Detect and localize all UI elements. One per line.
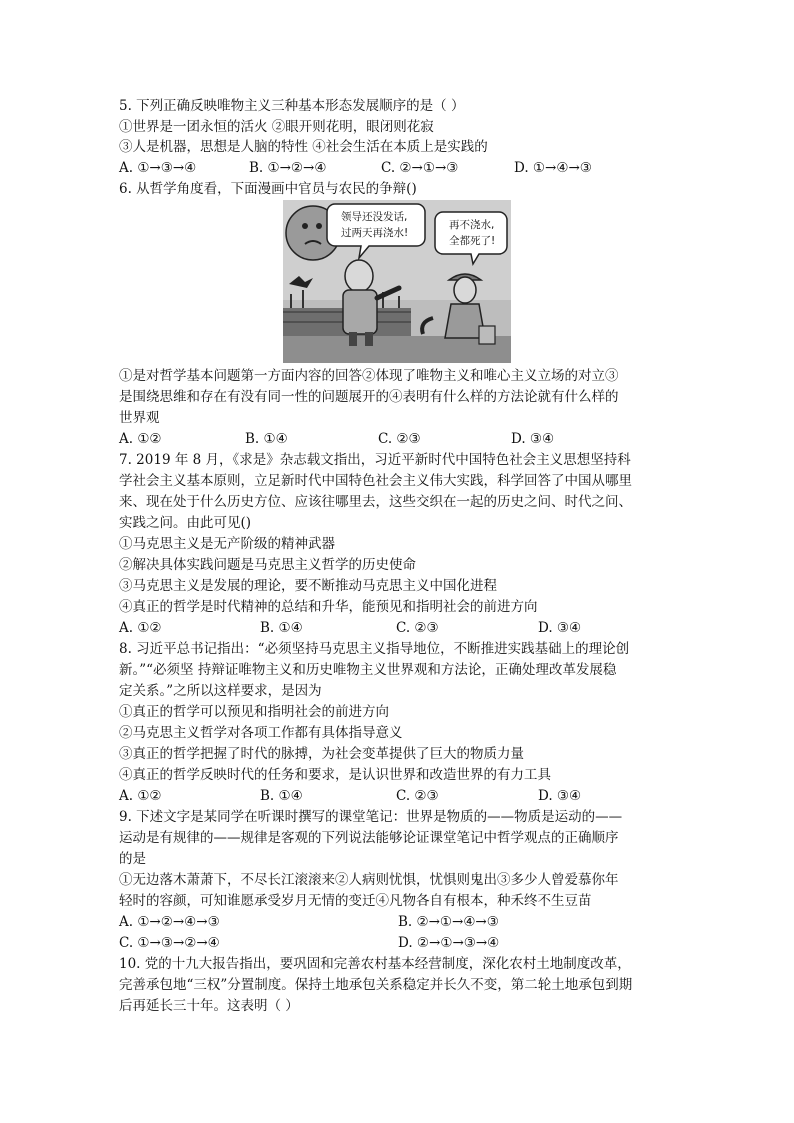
q10-stem-line2: 完善承包地“三权”分置制度。保持土地承包关系稳定并长久不变，第二轮土地承包到期 bbox=[119, 977, 633, 993]
q8-option-c: C. ②③ bbox=[396, 788, 439, 804]
q6-options bbox=[119, 429, 679, 449]
q8-item-1: ①真正的哲学可以预见和指明社会的前进方向 bbox=[119, 704, 389, 720]
q7-stem-line3: 来、现在处于什么历史方位、应该往哪里去，这些交织在一起的历史之问、时代之问、 bbox=[119, 494, 632, 510]
q6-statements-line1: ①是对哲学基本问题第一方面内容的回答②体现了唯物主义和唯心主义立场的对立③ bbox=[119, 368, 619, 384]
q6-option-c: C. ②③ bbox=[378, 431, 421, 447]
farmer-bubble-line2: 全都死了! bbox=[449, 235, 496, 247]
q9-stem-line1: 9. 下述文字是某同学在听课时撰写的课堂笔记：世界是物质的——物质是运动的—— bbox=[119, 809, 623, 825]
q9-stem-line2: 运动是有规律的——规律是客观的下列说法能够论证课堂笔记中哲学观点的正确顺序 bbox=[119, 830, 619, 846]
q8-item-4: ④真正的哲学反映时代的任务和要求，是认识世界和改造世界的有力工具 bbox=[119, 767, 551, 783]
q8-option-d: D. ③④ bbox=[538, 788, 582, 804]
q7-item-4: ④真正的哲学是时代精神的总结和升华，能预见和指明社会的前进方向 bbox=[119, 599, 538, 615]
q8-stem-line3: 定关系。”之所以这样要求，是因为 bbox=[119, 683, 322, 699]
q6-option-d: D. ③④ bbox=[511, 431, 555, 447]
q9-option-b: B. ②→①→④→③ bbox=[398, 914, 499, 930]
q9-options-row1 bbox=[119, 912, 679, 932]
q6-statements-line2: 是围绕思维和存在有没有同一性的问题展开的④表明有什么样的方法论就有什么样的 bbox=[119, 389, 619, 405]
q7-item-2: ②解决具体实践问题是马克思主义哲学的历史使命 bbox=[119, 557, 416, 573]
q8-item-2: ②马克思主义哲学对各项工作都有具体指导意义 bbox=[119, 725, 403, 741]
q5-statements-line1: ①世界是一团永恒的活火 ②眼开则花明，眼闭则花寂 bbox=[119, 119, 434, 135]
q9-option-c: C. ①→③→②→④ bbox=[119, 935, 220, 951]
q6-option-a: A. ①② bbox=[119, 431, 162, 447]
q9-option-d: D. ②→①→③→④ bbox=[398, 935, 500, 951]
q7-option-c: C. ②③ bbox=[396, 620, 439, 636]
q10-stem-line1: 10. 党的十九大报告指出，要巩固和完善农村基本经营制度，深化农村土地制度改革， bbox=[119, 956, 631, 972]
q7-option-b: B. ①④ bbox=[260, 620, 303, 636]
q7-item-3: ③马克思主义是发展的理论，要不断推动马克思主义中国化进程 bbox=[119, 578, 497, 594]
q10-stem-line3: 后再延长三十年。这表明（ ） bbox=[119, 998, 299, 1014]
q6-statements-line3: 世界观 bbox=[119, 410, 160, 426]
q5-option-d: D. ①→④→③ bbox=[514, 160, 592, 176]
q6-stem: 6. 从哲学角度看，下面漫画中官员与农民的争辩() bbox=[119, 181, 417, 197]
q7-stem-line2: 学社会主义基本原则，立足新时代中国特色社会主义伟大实践，科学回答了中国从哪里 bbox=[119, 473, 632, 489]
q5-stem: 5. 下列正确反映唯物主义三种基本形态发展顺序的是（ ） bbox=[119, 98, 465, 114]
q8-option-a: A. ①② bbox=[119, 788, 162, 804]
q5-option-a: A. ①→③→④ bbox=[119, 160, 197, 176]
q8-option-b: B. ①④ bbox=[260, 788, 303, 804]
official-bubble-line1: 领导还没发话, bbox=[341, 211, 408, 223]
q9-option-a: A. ①→②→④→③ bbox=[119, 914, 220, 930]
q5-option-b: B. ①→②→④ bbox=[249, 160, 327, 176]
q5-option-c: C. ②→①→③ bbox=[381, 160, 459, 176]
q7-stem-line1: 7. 2019 年 8 月，《求是》杂志载文指出，习近平新时代中国特色社会主义思想坚持科 bbox=[119, 452, 631, 468]
q8-stem-line1: 8. 习近平总书记指出：“必须坚持马克思主义指导地位，不断推进实践基础上的理论创 bbox=[119, 641, 630, 657]
official-bubble-line2: 过两天再浇水! bbox=[341, 227, 409, 239]
official-farmer-cartoon bbox=[283, 200, 511, 363]
q9-stem-line3: 的是 bbox=[119, 851, 146, 867]
q8-stem-line2: 新。”“必须坚 持辩证唯物主义和历史唯物主义世界观和方法论，正确处理改革发展稳 bbox=[119, 662, 617, 678]
q6-option-b: B. ①④ bbox=[245, 431, 288, 447]
q9-options-row2 bbox=[119, 933, 679, 953]
q8-options bbox=[119, 786, 679, 806]
q7-options bbox=[119, 618, 679, 638]
q7-option-a: A. ①② bbox=[119, 620, 162, 636]
q8-item-3: ③真正的哲学把握了时代的脉搏，为社会变革提供了巨大的物质力量 bbox=[119, 746, 524, 762]
q9-statements-line1: ①无边落木萧萧下，不尽长江滚滚来②人病则忧惧，忧惧则鬼出③多少人曾爱慕你年 bbox=[119, 872, 619, 888]
q5-options bbox=[119, 158, 679, 178]
q7-stem-line4: 实践之问。由此可见() bbox=[119, 515, 252, 531]
q9-statements-line2: 轻时的容颜，可知谁愿承受岁月无情的变迁④凡物各自有根本，种禾终不生豆苗 bbox=[119, 893, 592, 909]
q7-item-1: ①马克思主义是无产阶级的精神武器 bbox=[119, 536, 335, 552]
q7-option-d: D. ③④ bbox=[538, 620, 582, 636]
q5-statements-line2: ③人是机器，思想是人脑的特性 ④社会生活在本质上是实践的 bbox=[119, 139, 488, 155]
farmer-bubble-line1: 再不浇水, bbox=[449, 219, 495, 231]
